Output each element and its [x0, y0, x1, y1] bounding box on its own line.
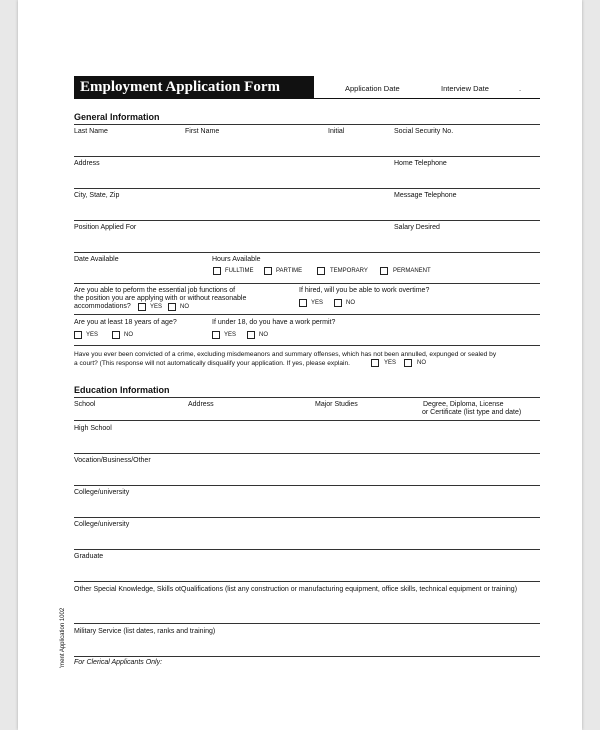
- vocational-label: Vocation/Business/Other: [74, 457, 151, 464]
- general-info-heading: General Information: [74, 112, 160, 122]
- age-no-checkbox[interactable]: [112, 331, 120, 339]
- date-available-label: Date Available: [74, 256, 119, 263]
- overtime-no-label: NO: [346, 300, 355, 306]
- divider: [74, 397, 540, 398]
- degree-column-header-line2: or Certificate (list type and date): [422, 409, 522, 416]
- permit-no-label: NO: [259, 332, 268, 338]
- overtime-question: If hired, will you be able to work overtime?: [299, 287, 430, 294]
- first-name-label: First Name: [185, 128, 220, 135]
- conviction-yes-checkbox[interactable]: [371, 359, 379, 367]
- hours-field-line: [74, 283, 540, 284]
- fulltime-checkbox[interactable]: [213, 267, 221, 275]
- address-label: Address: [74, 160, 100, 167]
- header-dot: .: [519, 84, 522, 93]
- overtime-no-checkbox[interactable]: [334, 299, 342, 307]
- military-field-line[interactable]: [74, 656, 540, 657]
- last-name-label: Last Name: [74, 128, 108, 135]
- temporary-label: TEMPORARY: [330, 268, 368, 274]
- college-field-line-1[interactable]: [74, 517, 540, 518]
- divider: [74, 124, 540, 125]
- partime-checkbox[interactable]: [264, 267, 272, 275]
- essential-yes-label: YES: [150, 304, 163, 310]
- essential-functions-question-line2: the position you are applying with or without reasonable: [74, 295, 247, 302]
- conviction-yes-label: YES: [384, 360, 397, 366]
- college-label-2: College/university: [74, 521, 130, 528]
- conviction-question-line1: Have you ever been convicted of a crime, excluding misdemeanors and summary offenses, which has not been annulled, expunged or sealed by: [74, 351, 497, 358]
- side-form-number: 'ment Application 1002: [60, 607, 66, 668]
- temporary-checkbox[interactable]: [317, 267, 325, 275]
- overtime-yes-checkbox[interactable]: [299, 299, 307, 307]
- fulltime-label: FULLTIME: [225, 268, 254, 274]
- position-label: Position Applied For: [74, 224, 137, 231]
- age-question: Are you at least 18 years of age?: [74, 319, 177, 326]
- form-title: Employment Application Form: [74, 76, 314, 99]
- clerical-applicants-label: For Clerical Applicants Only:: [74, 659, 163, 666]
- conviction-no-checkbox[interactable]: [404, 359, 412, 367]
- special-knowledge-label: Other Special Knowledge, Skills otQualifications (list any construction or manufacturing equipment, office skills, technical equipment or training): [74, 586, 518, 593]
- military-service-label: Military Service (list dates, ranks and training): [74, 628, 216, 635]
- salary-label: Salary Desired: [394, 224, 440, 231]
- divider: [74, 420, 540, 421]
- high-school-label: High School: [74, 425, 112, 432]
- essential-functions-question-line3: accommodations?: [74, 303, 131, 310]
- permanent-checkbox[interactable]: [380, 267, 388, 275]
- position-field-line[interactable]: [74, 252, 540, 253]
- conviction-no-label: NO: [417, 360, 426, 366]
- ssn-label: Social Security No.: [394, 128, 454, 135]
- divider: [74, 314, 540, 315]
- degree-column-header-line1: Degree, Diploma, License: [423, 401, 504, 408]
- initial-label: Initial: [328, 128, 345, 135]
- essential-no-label: NO: [180, 304, 189, 310]
- graduate-field-line[interactable]: [74, 581, 540, 582]
- conviction-question-line2: a court? (This response will not automatically disqualify your application. If yes, please explain.: [74, 360, 350, 367]
- age-yes-label: YES: [86, 332, 99, 338]
- permit-no-checkbox[interactable]: [247, 331, 255, 339]
- interview-date-label: Interview Date: [441, 84, 489, 93]
- essential-functions-question-line1: Are you able to peform the essential job functions of: [74, 287, 236, 294]
- home-telephone-label: Home Telephone: [394, 160, 447, 167]
- age-no-label: NO: [124, 332, 133, 338]
- vocational-field-line[interactable]: [74, 485, 540, 486]
- school-column-header: School: [74, 401, 96, 408]
- graduate-label: Graduate: [74, 553, 104, 560]
- overtime-yes-label: YES: [311, 300, 324, 306]
- special-knowledge-field-line[interactable]: [74, 623, 540, 624]
- form-page: [18, 0, 582, 730]
- address-field-line[interactable]: [74, 188, 540, 189]
- divider: [74, 345, 540, 346]
- partime-label: PARTIME: [276, 268, 303, 274]
- high-school-field-line[interactable]: [74, 453, 540, 454]
- name-field-line[interactable]: [74, 156, 540, 157]
- hours-available-label: Hours Available: [212, 256, 261, 263]
- city-state-zip-label: City, State, Zip: [74, 192, 120, 199]
- work-permit-question: If under 18, do you have a work permit?: [212, 319, 336, 326]
- essential-yes-checkbox[interactable]: [138, 303, 146, 311]
- age-yes-checkbox[interactable]: [74, 331, 82, 339]
- permanent-label: PERMANENT: [393, 268, 431, 274]
- message-telephone-label: Message Telephone: [394, 192, 457, 199]
- college-label-1: College/university: [74, 489, 130, 496]
- major-studies-column-header: Major Studies: [315, 401, 358, 408]
- essential-no-checkbox[interactable]: [168, 303, 176, 311]
- permit-yes-checkbox[interactable]: [212, 331, 220, 339]
- college-field-line-2[interactable]: [74, 549, 540, 550]
- permit-yes-label: YES: [224, 332, 237, 338]
- address-column-header: Address: [188, 401, 214, 408]
- education-info-heading: Education Information: [74, 385, 170, 395]
- application-date-label: Application Date: [345, 84, 400, 93]
- city-field-line[interactable]: [74, 220, 540, 221]
